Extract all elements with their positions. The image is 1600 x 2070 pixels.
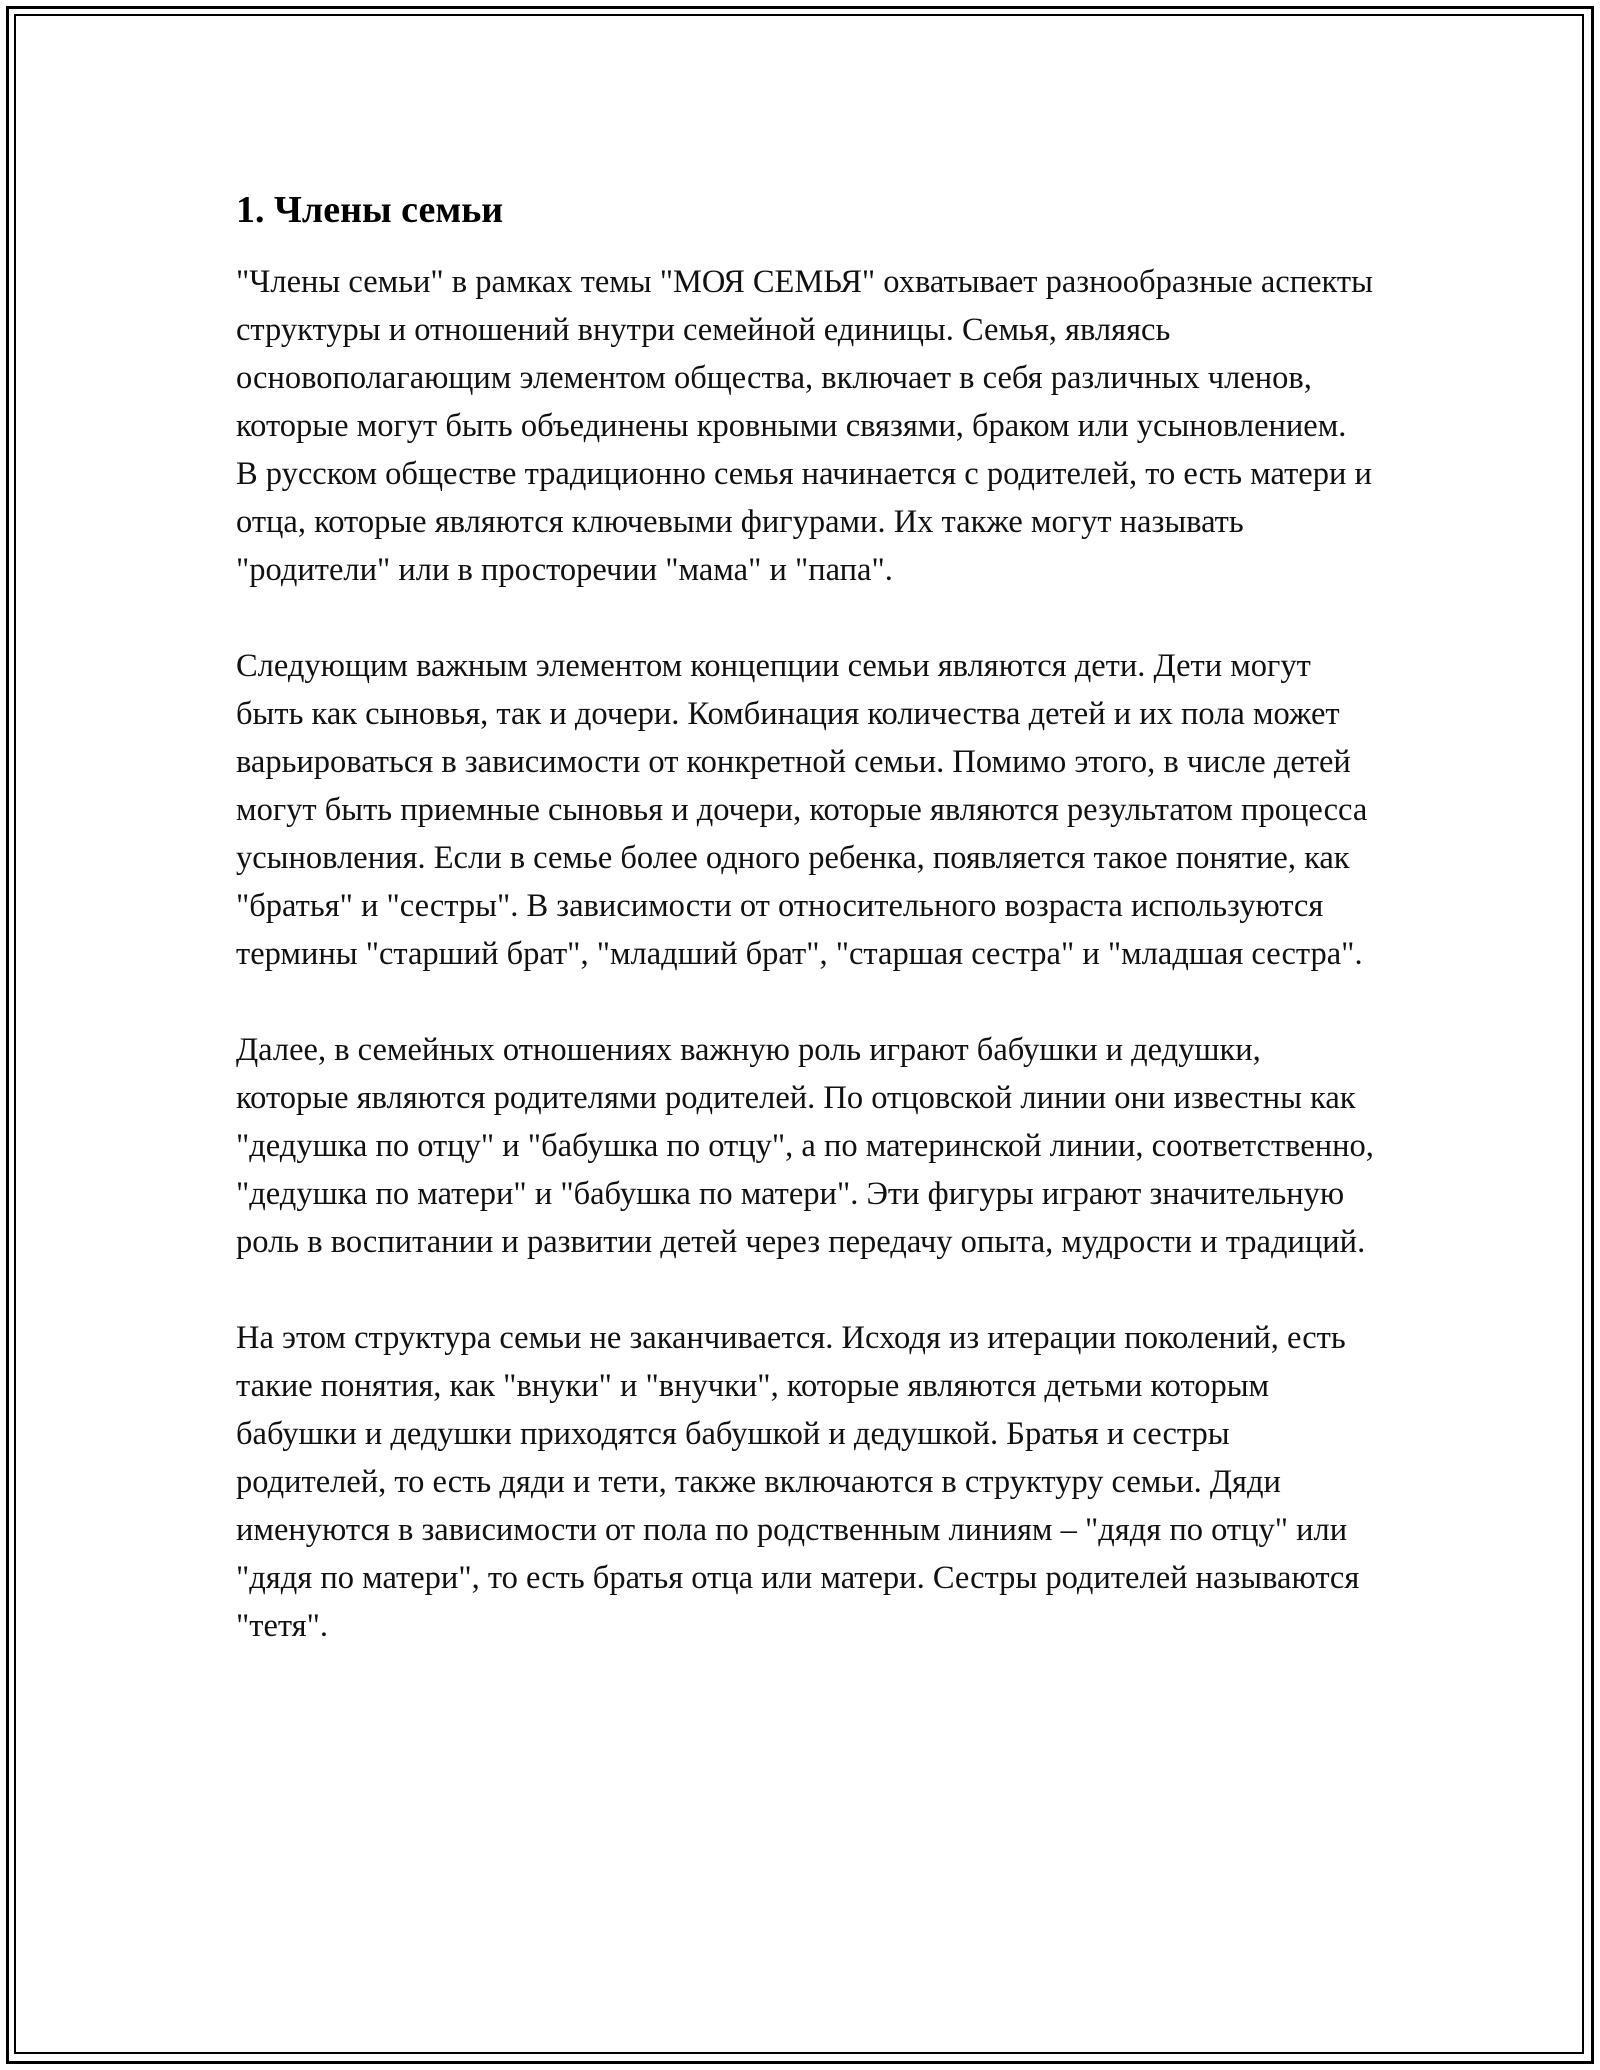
paragraph-children: Следующим важным элементом концепции семьи являются дети. Дети могут быть как сыновья, так и дочери. Комбинация количества детей и их пола может варьироваться в зависимости от конкретной семьи. Помимо этого, в числе детей могут быть приемные сыновья и дочери, которые являются результатом процесса усыновления. Если в семье более одного ребенка, появляется такое понятие, как "братья" и "сестры". В зависимости от относительного возраста используются термины "старший брат", "младший брат", "старшая сестра" и "младшая сестра".: [236, 648, 1368, 972]
paragraph-grandparents: Далее, в семейных отношениях важную роль играют бабушки и дедушки, которые являются родителями родителей. По отцовской линии они известны как "дедушка по отцу" и "бабушка по отцу", а по материнской линии, соответственно, "дедушка по матери" и "бабушка по матери". Эти фигуры играют значительную роль в воспитании и развитии детей через передачу опыта, мудрости и традиций.: [236, 1032, 1374, 1260]
paragraph-family-members: "Члены семьи" в рамках темы "МОЯ СЕМЬЯ" охватывает разнообразные аспекты структуры и отношений внутри семейной единицы. Семья, являясь основополагающим элементом общества, включает в себя различных членов, которые могут быть объединены кровными связями, браком или усыновлением. В русском обществе традиционно семья начинается с родителей, то есть матери и отца, которые являются ключевыми фигурами. Их также могут называть "родители" или в просторечии "мама" и "папа".: [236, 264, 1373, 588]
section-heading: 1. Члены семьи: [236, 189, 504, 231]
document-body: [236, 186, 1376, 1650]
paragraph-extended-family: На этом структура семьи не заканчивается. Исходя из итерации поколений, есть такие понятия, как "внуки" и "внучки", которые являются детьми которым бабушки и дедушки приходятся бабушкой и дедушкой. Братья и сестры родителей, то есть дяди и тети, также включаются в структуру семьи. Дяди именуются в зависимости от пола по родственным линиям – "дядя по отцу" или "дядя по матери", то есть братья отца или матери. Сестры родителей называются "тетя".: [236, 1320, 1360, 1644]
